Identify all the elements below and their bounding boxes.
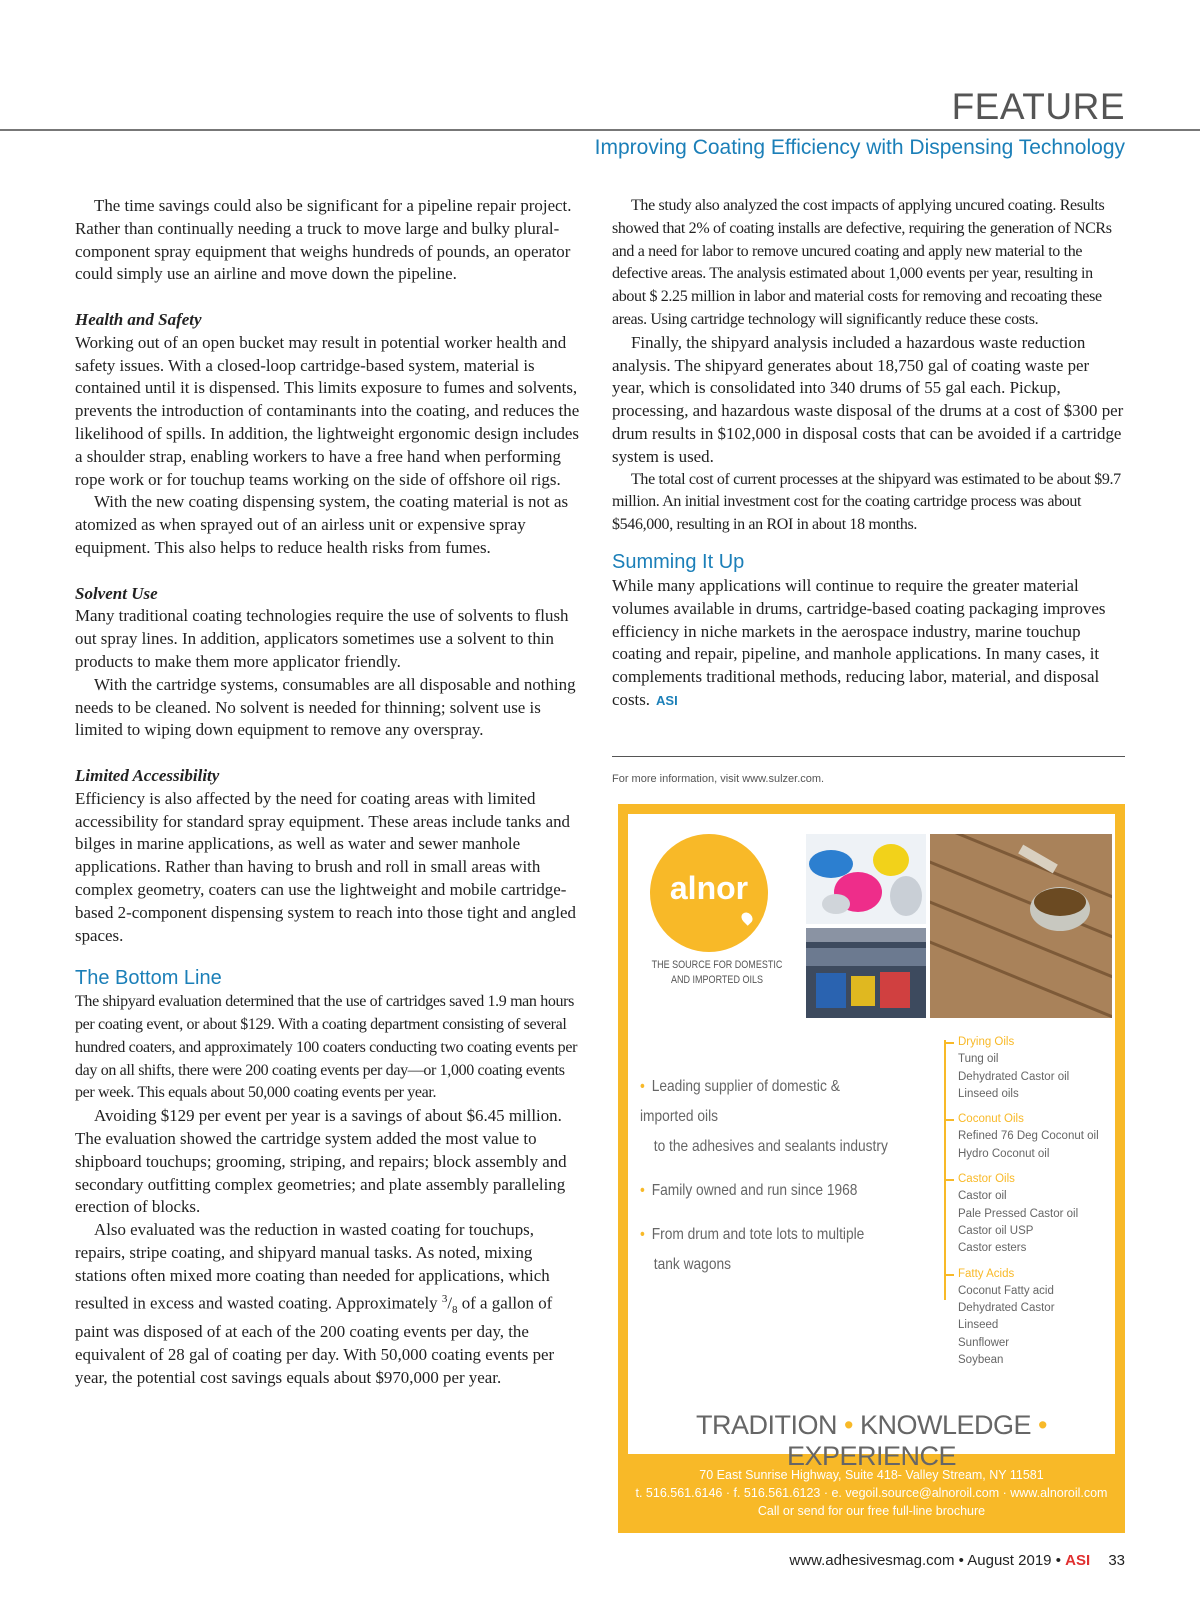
ad-slogan: TRADITION • KNOWLEDGE • EXPERIENCE: [696, 1410, 1047, 1471]
paragraph: Also evaluated was the reduction in wasted coating for touchups, repairs, stripe coating, and shipyard manual tasks. As noted, mixing stations often mixed more coating than needed for applications, which resulted in excess and wasted coating. Approximately $^3/_8$ of a gallon of paint was disposed of at each of the 200 coating events per day, the equivalent of 28 gal of coating per day. With 50,000 coating events per year, the potential cost savings equals about $970,000 per year.: [75, 1220, 555, 1388]
paragraph: Efficiency is also affected by the need for coating areas with limited accessibility for standard spray equipment. These areas include tanks and bilges in marine applications, as well as water and sewer manhole applications. Rather than having to brush and roll in small areas with complex geometry, coaters can use the lightweight and mobile cartridge-based 2-component dispensing system to reach into those tight and angled spaces.: [75, 788, 576, 945]
header-divider: [0, 129, 1200, 131]
subhead-limited-accessibility: Limited Accessibility: [75, 765, 220, 785]
paragraph: With the new coating dispensing system, the coating material is not as atomized as when sprayed out of an airless unit or expensive spray equipment. This also helps to reduce health risks from fumes.: [75, 492, 569, 557]
alnor-logo: alnor: [650, 834, 768, 952]
product-group-castor-oils: Castor Oils Castor oil Pale Pressed Castor oil Castor oil USP Castor esters: [944, 1171, 1114, 1257]
right-column: [612, 195, 1125, 713]
product-list: [944, 1034, 1114, 1377]
bullet-item: • From drum and tote lots to multiple tank wagons: [640, 1226, 865, 1273]
ad-bullets: [640, 1072, 889, 1294]
subhead-health-safety: Health and Safety: [75, 309, 202, 329]
footer-site-link[interactable]: www.adhesivesmag.com: [789, 1552, 955, 1569]
ad-panel: [628, 814, 1115, 1471]
paragraph: Working out of an open bucket may result in potential worker health and safety issues. With a closed-loop cartridge-based system, material is contained until it is dispensed. This limits exposure to fumes and solvents, prevents the introduction of contaminants into the coating, and reduces the likelihood of spills. In addition, the lightweight ergonomic design includes a shoulder strap, enabling workers to have a free hand when performing rope work or for touchup teams working on the side of offshore oil rigs.: [75, 332, 580, 489]
wood-deck-photo: [930, 834, 1112, 1018]
oil-drop-icon: [739, 910, 755, 926]
product-group-fatty-acids: Fatty Acids Coconut Fatty acid Dehydrated Castor Linseed Sunflower Soybean: [944, 1266, 1114, 1370]
paragraph: The total cost of current processes at the shipyard was estimated to be about $9.7 million. An initial investment cost for the coating cartridge process was about $546,000, resulting in an ROI in about 18 months.: [612, 470, 1121, 534]
paint-cans-photo: [806, 834, 926, 924]
ad-address: 70 East Sunrise Highway, Suite 418- Valley Stream, NY 11581: [699, 1468, 1044, 1482]
heading-bottom-line: The Bottom Line: [75, 967, 222, 990]
paragraph: While many applications will continue to require the greater material volumes available in drums, cartridge-based coating packaging improves efficiency in niche markets in the aerospace industry, marine touchup coating and repair, pipeline, and manhole applications. In many cases, it complements traditional methods, reducing labor, material, and disposal costs. ASI: [612, 575, 1106, 709]
paragraph: Avoiding $129 per event per year is a savings of about $6.45 million. The evaluation showed the cartridge system added the most value to shipboard touchups; grooming, striping, and repairs; block assembly and secondary outfitting complex geometries; and plate assembly paralleling erection of blocks.: [75, 1106, 567, 1217]
paragraph: Finally, the shipyard analysis included a hazardous waste reduction analysis. The shipyard generates about 18,750 gal of coating waste per year, which is consolidated into 340 drums of 55 gal each. Pickup, processing, and hazardous waste disposal of the drums at a cost of $300 per drum results in $102,000 in disposal costs that can be avoided if a cartridge system is used.: [612, 332, 1124, 466]
section-title: FEATURE: [951, 86, 1125, 127]
paragraph: Many traditional coating technologies require the use of solvents to flush out spray lines. In addition, applicators sometimes use a solvent to thin products to make them more applicator friendly.: [75, 606, 569, 671]
subhead-solvent-use: Solvent Use: [75, 583, 158, 603]
page-number: 33: [1108, 1552, 1125, 1569]
bullet-item: • Family owned and run since 1968: [640, 1182, 858, 1199]
advertisement[interactable]: [618, 804, 1125, 1533]
bullet-item: • Leading supplier of domestic & imported oils to the adhesives and sealants industry: [640, 1078, 888, 1155]
printing-press-photo: [806, 928, 926, 1018]
ad-contact-line[interactable]: t. 516.561.6146 · f. 516.561.6123 · e. vegoil.source@alnoroil.com · www.alnoroil.com: [635, 1486, 1108, 1500]
ad-brochure-note: Call or send for our free full-line brochure: [757, 1504, 986, 1518]
page-footer: www.adhesivesmag.com • August 2019 • ASI 33: [789, 1552, 1125, 1569]
footer-date: August 2019: [967, 1552, 1052, 1569]
end-mark: ASI: [656, 692, 678, 708]
ad-contact: [618, 1466, 1125, 1520]
left-column: [75, 195, 587, 1390]
fraction-denominator: 8: [452, 1303, 458, 1316]
paragraph: With the cartridge systems, consumables are all disposable and nothing needs to be cleaned. No solvent is needed for thinning; solvent use is limited to wiping down equipment to remove any overspray.: [75, 674, 576, 740]
heading-summing-it-up: Summing It Up: [612, 550, 745, 573]
divider: [612, 756, 1125, 757]
article-subtitle: Improving Coating Efficiency with Dispensing Technology: [594, 136, 1125, 159]
fraction-numerator: 3: [441, 1292, 448, 1305]
more-info-note: For more information, visit www.sulzer.com.: [612, 773, 825, 785]
paragraph: The time savings could also be significant for a pipeline repair project. Rather than continually needing a truck to move large and bulky plural-component spray equipment that weighs hundreds of pounds, an operator could simply use an airline and move down the pipeline.: [75, 196, 572, 284]
paragraph: The shipyard evaluation determined that the use of cartridges saved 1.9 man hours per coating event, or about $129. With a coating department consisting of several hundred coaters, and approximately 100 coaters conducting two coating events per day on all shifts, there were 200 coating events per day—or 1,000 coating events per week. This equals about 50,000 coating events per year.: [75, 993, 578, 1102]
ad-tagline: THE SOURCE FOR DOMESTIC AND IMPORTED OILS: [651, 959, 783, 986]
product-group-drying-oils: Drying Oils Tung oil Dehydrated Castor oil Linseed oils: [944, 1034, 1114, 1103]
footer-magazine: ASI: [1065, 1552, 1091, 1569]
product-group-coconut-oils: Coconut Oils Refined 76 Deg Coconut oil Hydro Coconut oil: [944, 1111, 1114, 1163]
paragraph: The study also analyzed the cost impacts of applying uncured coating. Results showed that 2% of coating installs are defective, requiring the generation of NCRs and a need for labor to remove uncured coating and apply new material to the defective areas. The analysis estimated about 1,000 events per year, resulting in about $ 2.25 million in labor and material costs for removing and recoating these areas. Using cartridge technology will significantly reduce these costs.: [612, 197, 1112, 328]
